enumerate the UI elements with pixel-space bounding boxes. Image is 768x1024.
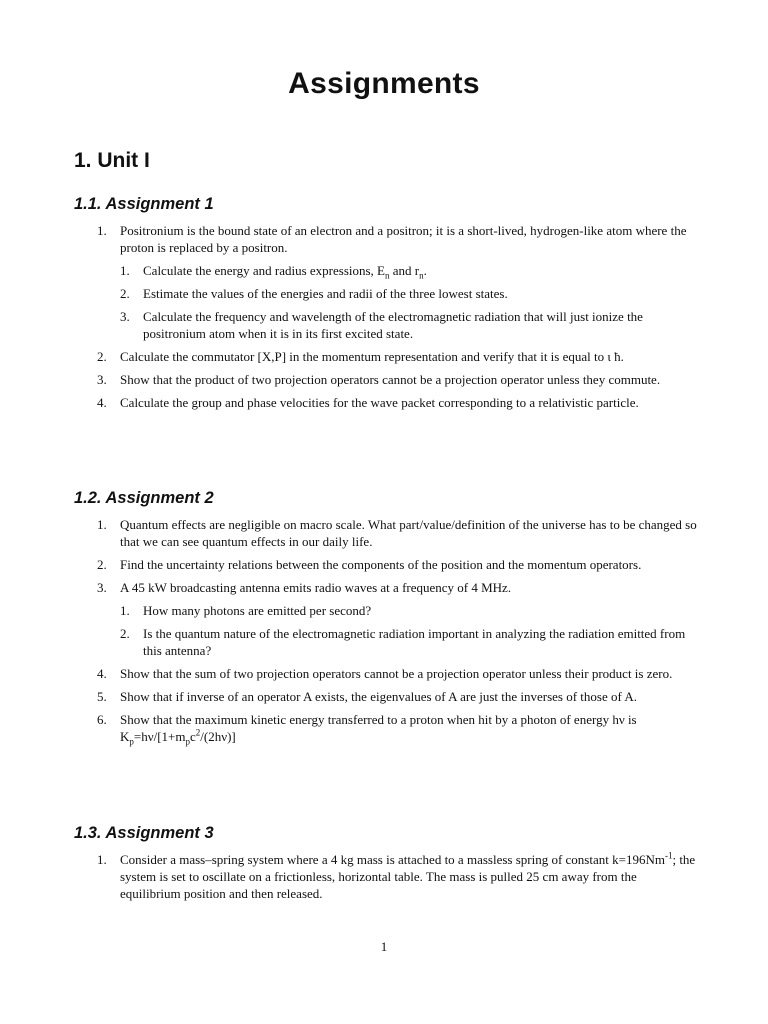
item-number: 3. bbox=[97, 372, 107, 387]
sub-list-item bbox=[120, 262, 698, 279]
item-number: 5. bbox=[97, 689, 107, 704]
item-number: 1. bbox=[97, 517, 107, 532]
list-item bbox=[0, 579, 768, 659]
sub-item-number: 2. bbox=[120, 626, 130, 641]
subscript: p bbox=[185, 736, 190, 747]
sub-list-item bbox=[120, 602, 698, 619]
list-item bbox=[0, 222, 768, 342]
list-item bbox=[0, 851, 768, 902]
assignment-1-heading: 1.1. Assignment 1 bbox=[74, 195, 214, 213]
sub-item-text bbox=[143, 263, 427, 281]
text-part: Consider a mass–spring system where a 4 kg mass is attached to a massless spring of constant k=196Nm bbox=[120, 852, 665, 867]
assignment-2-heading: 1.2. Assignment 2 bbox=[74, 489, 214, 507]
item-text: Quantum effects are negligible on macro scale. What part/value/definition of the universe has to be changed so that we can see quantum effects in our daily life. bbox=[120, 517, 697, 549]
item-number: 2. bbox=[97, 557, 107, 572]
subscript: n bbox=[419, 270, 424, 281]
item-number: 2. bbox=[97, 349, 107, 364]
sub-item-number: 1. bbox=[120, 263, 130, 278]
document-title: Assignments bbox=[288, 67, 480, 100]
text-part: Calculate the energy and radius expressions, E bbox=[143, 263, 385, 278]
sub-list bbox=[120, 602, 698, 659]
sub-list-item bbox=[120, 625, 698, 659]
item-text: Find the uncertainty relations between the components of the position and the momentum operators. bbox=[120, 557, 642, 572]
assignment-3-heading: 1.3. Assignment 3 bbox=[74, 824, 214, 842]
assignment-2-list bbox=[0, 516, 768, 751]
item-text bbox=[120, 712, 637, 747]
subscript: n bbox=[385, 270, 390, 281]
sub-item-text: Estimate the values of the energies and radii of the three lowest states. bbox=[143, 286, 508, 301]
superscript: 2 bbox=[195, 727, 201, 738]
item-text: Positronium is the bound state of an electron and a positron; it is a short-lived, hydrogen-like atom where the proton is replaced by a positron. bbox=[120, 223, 687, 255]
list-item bbox=[0, 348, 768, 365]
item-number: 1. bbox=[97, 852, 107, 867]
item-text: Calculate the commutator [X,P] in the momentum representation and verify that it is equal to ι ħ. bbox=[120, 349, 624, 364]
sub-item-text: Calculate the frequency and wavelength of the electromagnetic radiation that will just ionize the positronium atom when it is in its first excited state. bbox=[143, 309, 643, 341]
superscript: -1 bbox=[664, 850, 673, 861]
item-text: Show that the product of two projection operators cannot be a projection operator unless they commute. bbox=[120, 372, 661, 387]
item-text: Show that if inverse of an operator A exists, the eigenvalues of A are just the inverses of those of A. bbox=[120, 689, 637, 704]
assignment-3-list bbox=[0, 851, 768, 908]
text-part: c bbox=[189, 729, 196, 744]
subscript: p bbox=[129, 736, 134, 747]
sub-item-text: Is the quantum nature of the electromagnetic radiation important in analyzing the radiation emitted from this antenna? bbox=[143, 626, 686, 658]
list-item bbox=[0, 665, 768, 682]
text-part: and r bbox=[389, 263, 420, 278]
sub-item-number: 1. bbox=[120, 603, 130, 618]
unit-heading: 1. Unit I bbox=[74, 149, 150, 172]
text-part: . bbox=[423, 263, 427, 278]
sub-item-number: 3. bbox=[120, 309, 130, 324]
list-item bbox=[0, 688, 768, 705]
sub-list-item bbox=[120, 308, 698, 342]
item-number: 4. bbox=[97, 395, 107, 410]
text-part: /(2hν)] bbox=[200, 729, 236, 744]
page-number: 1 bbox=[380, 939, 388, 954]
text-part: ; the system is set to oscillate on a frictionless, horizontal table. The mass is pulled 25 cm away from the equilibrium position and then released. bbox=[120, 852, 696, 901]
list-item bbox=[0, 711, 768, 745]
list-item bbox=[0, 516, 768, 550]
sub-list bbox=[120, 262, 698, 342]
text-part: =hν/[1+m bbox=[133, 729, 186, 744]
assignment-1-list bbox=[0, 222, 768, 417]
list-item bbox=[0, 371, 768, 388]
item-number: 3. bbox=[97, 580, 107, 595]
sub-list-item bbox=[120, 285, 698, 302]
sub-item-text: How many photons are emitted per second? bbox=[143, 603, 372, 618]
item-number: 1. bbox=[97, 223, 107, 238]
item-number: 6. bbox=[97, 712, 107, 727]
item-text: A 45 kW broadcasting antenna emits radio waves at a frequency of 4 MHz. bbox=[120, 580, 512, 595]
item-number: 4. bbox=[97, 666, 107, 681]
list-item bbox=[0, 394, 768, 411]
item-text: Calculate the group and phase velocities for the wave packet corresponding to a relativistic particle. bbox=[120, 395, 639, 410]
item-text bbox=[120, 852, 695, 901]
sub-item-number: 2. bbox=[120, 286, 130, 301]
text-part: Show that the maximum kinetic energy transferred to a proton when hit by a photon of energy hν is K bbox=[120, 712, 637, 744]
list-item bbox=[0, 556, 768, 573]
item-text: Show that the sum of two projection operators cannot be a projection operator unless their product is zero. bbox=[120, 666, 673, 681]
